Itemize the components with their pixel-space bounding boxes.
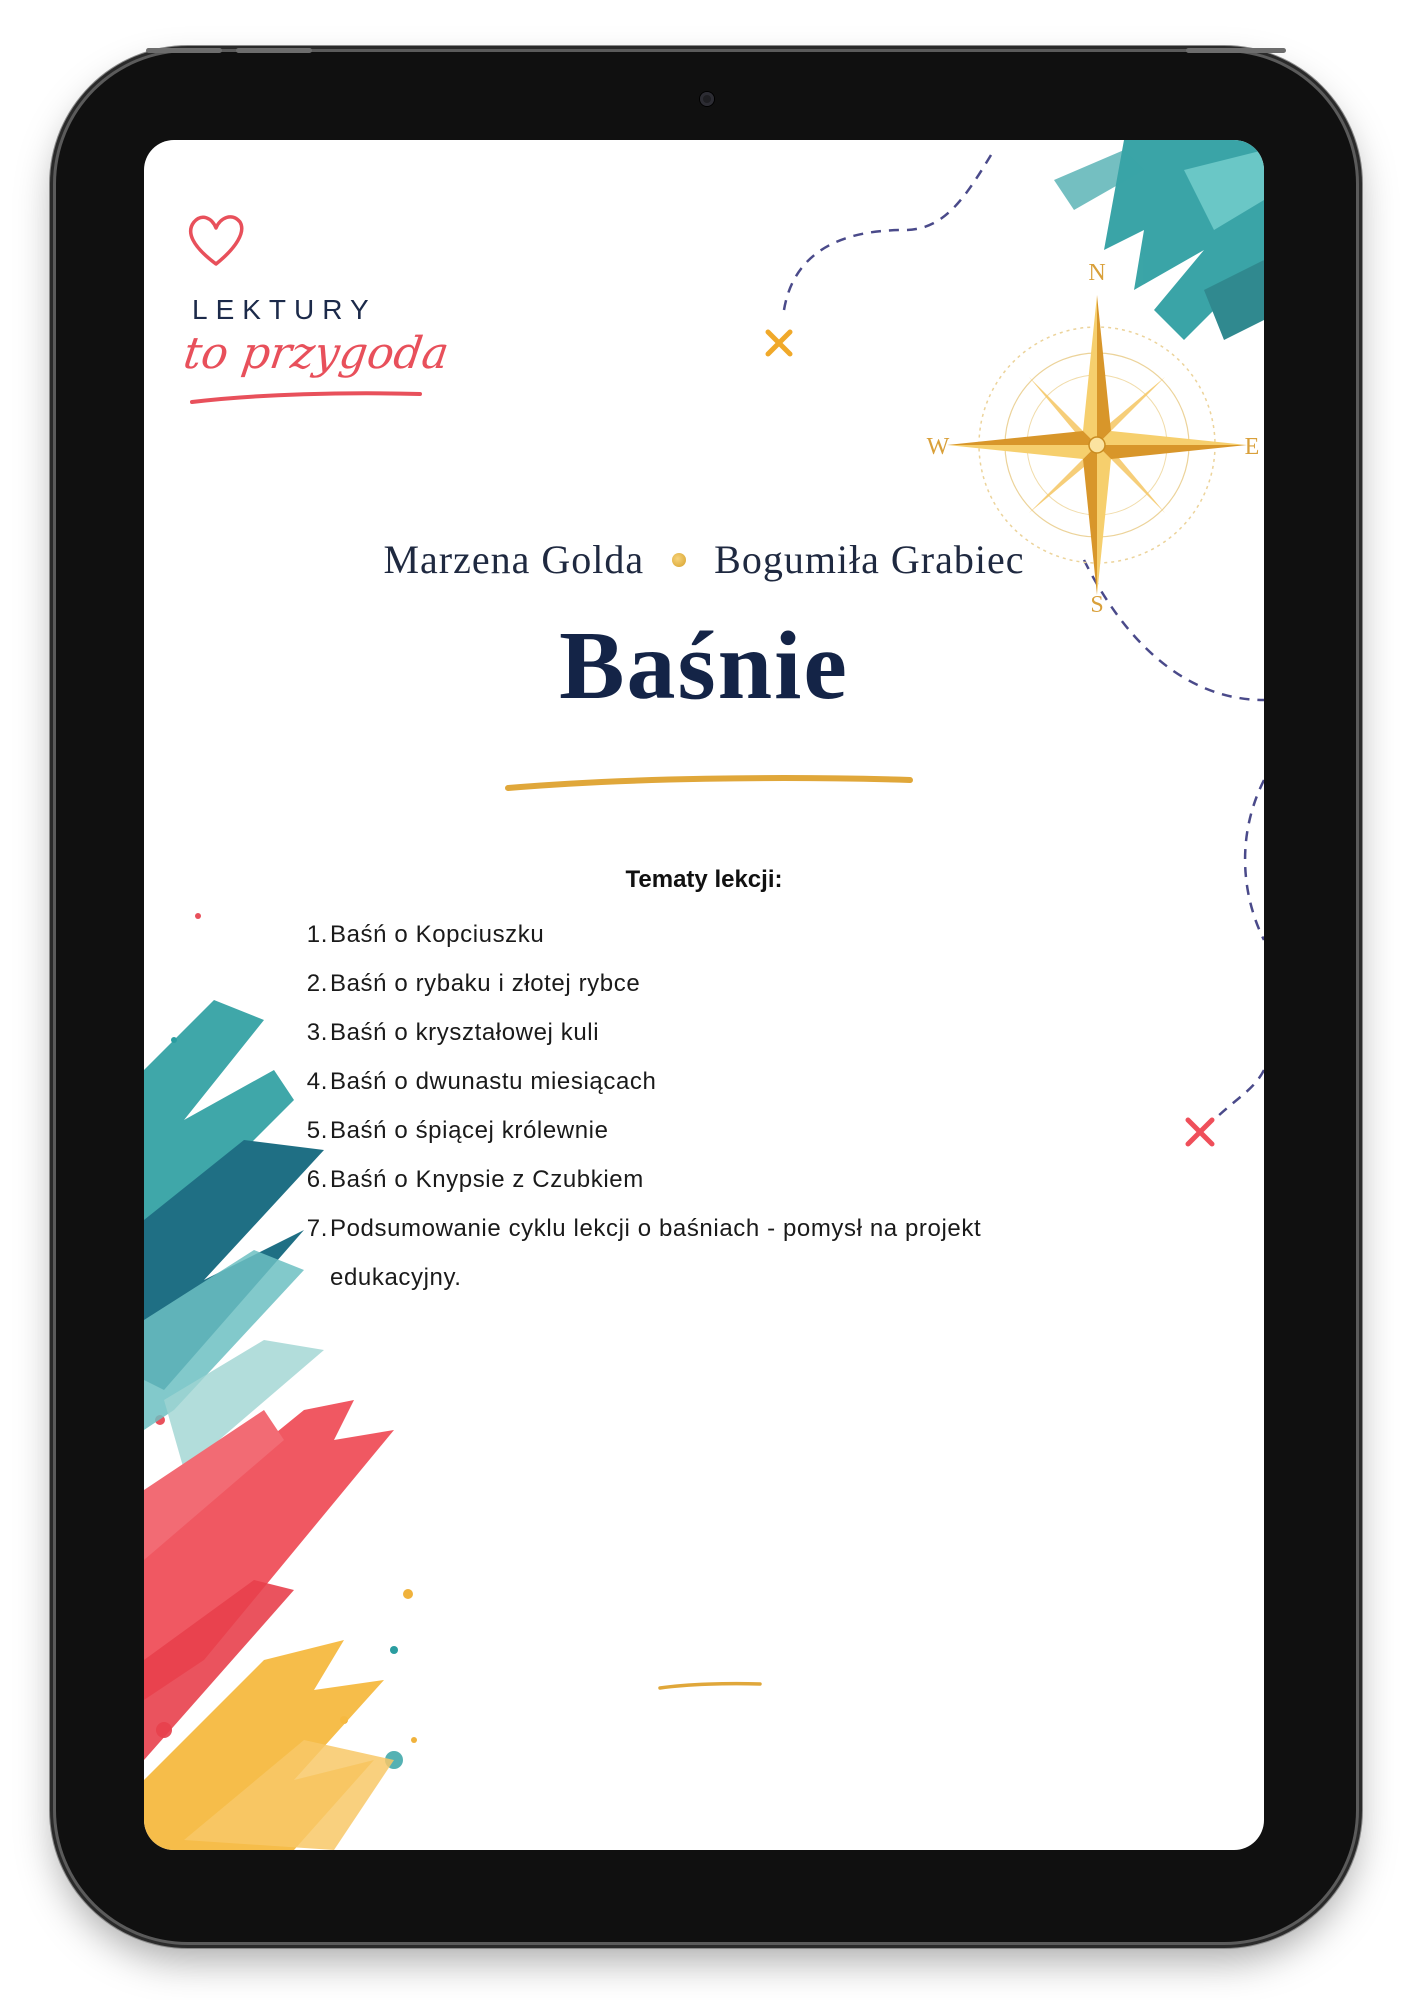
logo-underline — [188, 390, 424, 406]
book-title: Baśnie — [559, 612, 849, 720]
list-item — [298, 1155, 1058, 1204]
list-item — [298, 1106, 1058, 1155]
list-item — [298, 959, 1058, 1008]
lesson-text: Baśń o kryształowej kuli — [330, 1019, 600, 1046]
lesson-text: edukacyjny. — [330, 1264, 462, 1291]
author-separator-dot — [672, 553, 686, 567]
compass-w-label: W — [926, 434, 950, 460]
author-1: Marzena Golda — [383, 537, 645, 582]
list-item — [298, 1008, 1058, 1057]
lesson-number: 2. — [306, 970, 328, 997]
logo-tagline: to przygoda — [180, 328, 453, 379]
lesson-number: 3. — [306, 1019, 328, 1046]
red-x-mark — [1188, 1120, 1212, 1144]
ebook-cover-page — [144, 140, 1264, 1850]
power-button — [1186, 48, 1286, 53]
lesson-number: 6. — [306, 1166, 328, 1193]
front-camera — [700, 92, 714, 106]
lesson-text: Baśń o dwunastu miesiącach — [330, 1068, 657, 1095]
book-authors — [144, 536, 1264, 583]
volume-down-button — [236, 48, 312, 53]
author-2: Bogumiła Grabiec — [714, 537, 1025, 582]
lesson-number: 1. — [306, 921, 328, 948]
bottom-gold-stroke — [658, 1680, 762, 1692]
volume-up-button — [146, 48, 222, 53]
lesson-text: Baśń o Kopciuszku — [330, 921, 545, 948]
teal-brush-top-right — [1054, 140, 1264, 340]
gold-x-mark — [768, 332, 790, 354]
lessons-heading: Tematy lekcji: — [625, 866, 783, 893]
lesson-text: Baśń o śpiącej królewnie — [330, 1117, 609, 1144]
lesson-text: Baśń o rybaku i złotej rybce — [330, 970, 641, 997]
lesson-number: 5. — [306, 1117, 328, 1144]
lesson-text: Podsumowanie cyklu lekcji o baśniach - pomysł na projekt — [330, 1215, 982, 1242]
lesson-number: 4. — [306, 1068, 328, 1095]
list-item — [298, 910, 1058, 959]
compass-e-label: E — [1244, 434, 1260, 460]
compass-s-label: S — [1090, 592, 1104, 618]
heart-icon — [184, 210, 248, 270]
lessons-list — [298, 910, 1058, 1302]
title-underline-stroke — [504, 772, 914, 794]
list-item — [298, 1057, 1058, 1106]
list-item — [298, 1204, 1058, 1253]
logo-title: LEKTURY — [192, 294, 377, 325]
list-item — [298, 1253, 1058, 1302]
lesson-number — [298, 1253, 328, 1302]
lektury-logo — [180, 210, 464, 410]
lesson-text: Baśń o Knypsie z Czubkiem — [330, 1166, 644, 1193]
teal-brush-left — [144, 1000, 324, 1470]
lesson-number: 7. — [306, 1215, 328, 1242]
compass-n-label: N — [1088, 260, 1106, 286]
dashed-path-top — [784, 150, 994, 310]
